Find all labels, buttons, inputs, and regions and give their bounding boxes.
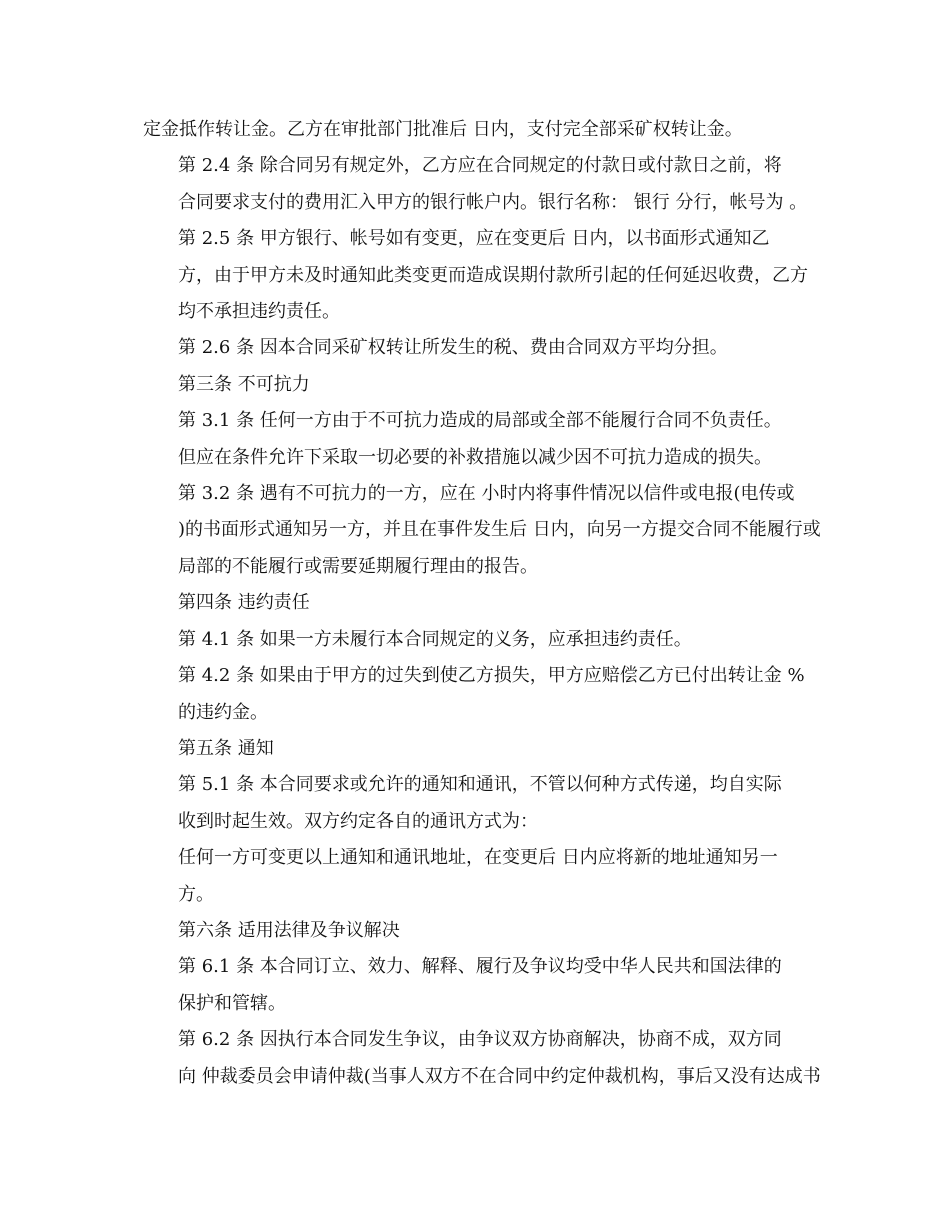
paragraph: [143, 622, 803, 658]
paragraph: [143, 403, 803, 476]
text-line: 方，由于甲方未及时通知此类变更而造成误期付款所引起的任何延迟收费，乙方: [178, 264, 808, 286]
paragraph: [143, 330, 803, 366]
paragraph: [143, 731, 803, 767]
text-line: 第 5.1 条 本合同要求或允许的通知和通讯，不管以何种方式传递，均自实际: [178, 774, 782, 796]
text-line: 合同要求支付的费用汇入甲方的银行帐户内。银行名称： 银行 分行，帐号为 。: [178, 191, 808, 213]
text-line: 向 仲裁委员会申请仲裁(当事人双方不在合同中约定仲裁机构，事后又没有达成书: [178, 1065, 821, 1087]
text-line: 第 3.1 条 任何一方由于不可抗力造成的局部或全部不能履行合同不负责任。: [178, 410, 782, 432]
text-line: 第四条 违约责任: [178, 592, 310, 614]
paragraph: [143, 476, 821, 585]
document-body: [143, 112, 821, 1095]
text-line: 均不承担违约责任。: [178, 301, 340, 323]
text-line: 方。: [178, 883, 214, 905]
text-line: 第 3.2 条 遇有不可抗力的一方，应在 小时内将事件情况以信件或电报(电传或: [178, 483, 795, 505]
paragraph: [143, 221, 808, 330]
text-line: 第 6.2 条 因执行本合同发生争议，由争议双方协商解决，协商不成，双方同: [178, 1029, 782, 1051]
text-line: 任何一方可变更以上通知和通讯地址，在变更后 日内应将新的地址通知另一: [178, 847, 778, 869]
paragraph: [143, 585, 803, 621]
text-line: 定金抵作转让金。乙方在审批部门批准后 日内，支付完全部采矿权转让金。: [143, 119, 743, 140]
text-line: 但应在条件允许下采取一切必要的补救措施以减少因不可抗力造成的损失。: [178, 446, 772, 468]
text-line: 的违约金。: [178, 701, 268, 723]
text-line: 局部的不能履行或需要延期履行理由的报告。: [178, 555, 538, 577]
paragraph: [143, 1022, 821, 1095]
text-line: 第 2.6 条 因本合同采矿权转让所发生的税、费由合同双方平均分担。: [178, 337, 728, 359]
text-line: 保护和管辖。: [178, 992, 286, 1014]
paragraph: [143, 949, 803, 1022]
text-line: 第 2.5 条 甲方银行、帐号如有变更，应在变更后 日内，以书面形式通知乙: [178, 228, 770, 250]
paragraph: [143, 767, 803, 840]
paragraph: [143, 148, 808, 221]
text-line: 第 4.2 条 如果由于甲方的过失到使乙方损失，甲方应赔偿乙方已付出转让金 %: [178, 665, 805, 687]
text-line: 第 6.1 条 本合同订立、效力、解释、履行及争议均受中华人民共和国法律的: [178, 956, 782, 978]
text-line: 第 4.1 条 如果一方未履行本合同规定的义务，应承担违约责任。: [178, 628, 692, 650]
paragraph: [143, 367, 803, 403]
paragraph: [143, 840, 803, 913]
text-line: 收到时起生效。双方约定各自的通讯方式为：: [178, 810, 538, 832]
paragraph: [143, 913, 803, 949]
paragraph: [143, 112, 803, 148]
text-line: )的书面形式通知另一方，并且在事件发生后 日内，向另一方提交合同不能履行或: [178, 519, 821, 541]
text-line: 第六条 适用法律及争议解决: [178, 919, 400, 941]
text-line: 第五条 通知: [178, 737, 274, 759]
text-line: 第三条 不可抗力: [178, 373, 310, 395]
text-line: 第 2.4 条 除合同另有规定外，乙方应在合同规定的付款日或付款日之前，将: [178, 155, 782, 177]
paragraph: [143, 658, 803, 731]
